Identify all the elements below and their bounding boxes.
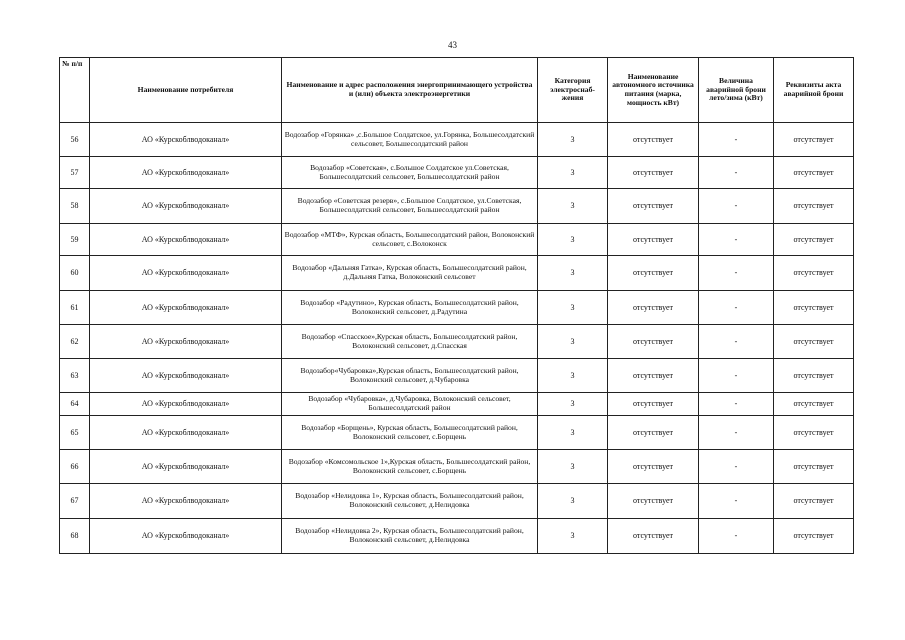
cell-number: 66 <box>60 450 90 484</box>
cell-category: 3 <box>538 189 608 224</box>
cell-act: отсутствует <box>774 359 854 393</box>
cell-reserve: - <box>699 450 774 484</box>
cell-reserve: - <box>699 393 774 416</box>
cell-number: 67 <box>60 484 90 519</box>
cell-act: отсутствует <box>774 416 854 450</box>
cell-consumer: АО «Курскоблводоканал» <box>90 157 282 189</box>
cell-power-source: отсутствует <box>608 450 699 484</box>
cell-reserve: - <box>699 416 774 450</box>
cell-reserve: - <box>699 359 774 393</box>
cell-act: отсутствует <box>774 224 854 256</box>
cell-power-source: отсутствует <box>608 519 699 554</box>
cell-number: 56 <box>60 123 90 157</box>
cell-power-source: отсутствует <box>608 359 699 393</box>
cell-consumer: АО «Курскоблводоканал» <box>90 189 282 224</box>
table-row <box>60 416 854 450</box>
cell-power-source: отсутствует <box>608 484 699 519</box>
cell-address: Водозабор «МТФ», Курская область, Большесолдатский район, Волоконский сельсовет, с.Волоконск <box>282 224 538 256</box>
cell-power-source: отсутствует <box>608 291 699 325</box>
cell-category: 3 <box>538 157 608 189</box>
table-row <box>60 393 854 416</box>
cell-number: 68 <box>60 519 90 554</box>
cell-consumer: АО «Курскоблводоканал» <box>90 291 282 325</box>
cell-consumer: АО «Курскоблводоканал» <box>90 393 282 416</box>
col-header-consumer: Наименование потребителя <box>90 58 282 123</box>
cell-consumer: АО «Курскоблводоканал» <box>90 416 282 450</box>
cell-address: Водозабор «Радутино», Курская область, Большесолдатский район, Волоконский сельсовет, д.Радутина <box>282 291 538 325</box>
table-row <box>60 256 854 291</box>
cell-address: Водозабор «Спасское»,Курская область, Большесолдатский район, Волоконский сельсовет, д.Спасская <box>282 325 538 359</box>
col-header-address: Наименование и адрес расположения энергопринимающего устройства и (или) объекта электроэнергетики <box>282 58 538 123</box>
cell-act: отсутствует <box>774 123 854 157</box>
table-row <box>60 519 854 554</box>
table-header-row <box>60 58 854 123</box>
table-row <box>60 484 854 519</box>
table-row <box>60 157 854 189</box>
table-row <box>60 189 854 224</box>
cell-address: Водозабор «Комсомольское 1»,Курская область, Большесолдатский район, Волоконский сельсовет, с.Борщень <box>282 450 538 484</box>
cell-address: Водозабор «Чубаровка», д.Чубаровка, Волоконский сельсовет, Большесолдатский район <box>282 393 538 416</box>
table-row <box>60 450 854 484</box>
cell-reserve: - <box>699 189 774 224</box>
cell-address: Водозабор «Борщень», Курская область, Большесолдатский район, Волоконский сельсовет, с.Борщень <box>282 416 538 450</box>
cell-number: 63 <box>60 359 90 393</box>
table-row <box>60 325 854 359</box>
cell-reserve: - <box>699 325 774 359</box>
cell-act: отсутствует <box>774 393 854 416</box>
cell-power-source: отсутствует <box>608 189 699 224</box>
cell-category: 3 <box>538 450 608 484</box>
cell-consumer: АО «Курскоблводоканал» <box>90 123 282 157</box>
col-header-category: Категория электроснаб-жения <box>538 58 608 123</box>
cell-power-source: отсутствует <box>608 416 699 450</box>
cell-reserve: - <box>699 291 774 325</box>
cell-address: Водозабор «Нелидовка 1», Курская область, Большесолдатский район, Волоконский сельсовет, д.Нелидовка <box>282 484 538 519</box>
cell-act: отсутствует <box>774 484 854 519</box>
cell-act: отсутствует <box>774 325 854 359</box>
cell-power-source: отсутствует <box>608 325 699 359</box>
cell-consumer: АО «Курскоблводоканал» <box>90 256 282 291</box>
table-row <box>60 359 854 393</box>
cell-category: 3 <box>538 224 608 256</box>
table-row <box>60 291 854 325</box>
cell-category: 3 <box>538 256 608 291</box>
cell-address: Водозабор «Дальняя Гатка», Курская область, Большесолдатский район, д.Дальняя Гатка, Волоконский сельсовет <box>282 256 538 291</box>
cell-number: 60 <box>60 256 90 291</box>
col-header-number: № п/п <box>60 58 90 123</box>
cell-power-source: отсутствует <box>608 123 699 157</box>
cell-act: отсутствует <box>774 291 854 325</box>
cell-category: 3 <box>538 291 608 325</box>
table-row <box>60 123 854 157</box>
cell-consumer: АО «Курскоблводоканал» <box>90 325 282 359</box>
page-number: 43 <box>448 40 457 50</box>
cell-address: Водозабор «Советская резерв», с.Большое Солдатское, ул.Советская, Большесолдатский сельсовет, Большесолдатский район <box>282 189 538 224</box>
cell-category: 3 <box>538 359 608 393</box>
cell-consumer: АО «Курскоблводоканал» <box>90 450 282 484</box>
cell-category: 3 <box>538 123 608 157</box>
cell-reserve: - <box>699 256 774 291</box>
cell-power-source: отсутствует <box>608 157 699 189</box>
col-header-reserve: Величина аварийной брони лето/зима (кВт) <box>699 58 774 123</box>
cell-number: 58 <box>60 189 90 224</box>
cell-number: 62 <box>60 325 90 359</box>
cell-consumer: АО «Курскоблводоканал» <box>90 484 282 519</box>
cell-number: 57 <box>60 157 90 189</box>
cell-reserve: - <box>699 123 774 157</box>
cell-power-source: отсутствует <box>608 256 699 291</box>
table-row <box>60 224 854 256</box>
cell-consumer: АО «Курскоблводоканал» <box>90 224 282 256</box>
cell-category: 3 <box>538 416 608 450</box>
cell-act: отсутствует <box>774 256 854 291</box>
cell-reserve: - <box>699 224 774 256</box>
cell-power-source: отсутствует <box>608 224 699 256</box>
cell-act: отсутствует <box>774 450 854 484</box>
cell-category: 3 <box>538 393 608 416</box>
cell-reserve: - <box>699 157 774 189</box>
col-header-power-source: Наименование автономного источника питания (марка, мощность кВт) <box>608 58 699 123</box>
cell-address: Водозабор «Советская», с.Большое Солдатское ул.Советская, Большесолдатский сельсовет, Большесолдатский район <box>282 157 538 189</box>
cell-act: отсутствует <box>774 519 854 554</box>
cell-number: 65 <box>60 416 90 450</box>
cell-act: отсутствует <box>774 157 854 189</box>
cell-address: Водозабор«Чубаровка»,Курская область, Большесолдатский район, Волоконский сельсовет, д.Чубаровка <box>282 359 538 393</box>
cell-number: 64 <box>60 393 90 416</box>
cell-act: отсутствует <box>774 189 854 224</box>
cell-category: 3 <box>538 325 608 359</box>
cell-reserve: - <box>699 519 774 554</box>
cell-number: 61 <box>60 291 90 325</box>
cell-consumer: АО «Курскоблводоканал» <box>90 359 282 393</box>
col-header-act: Реквизиты акта аварийной брони <box>774 58 854 123</box>
cell-reserve: - <box>699 484 774 519</box>
cell-consumer: АО «Курскоблводоканал» <box>90 519 282 554</box>
cell-address: Водозабор «Горянка» ,с.Большое Солдатское, ул.Горянка, Большесолдатский сельсовет, Большесолдатский район <box>282 123 538 157</box>
cell-address: Водозабор «Нелидовка 2», Курская область, Большесолдатский район, Волоконский сельсовет, д.Нелидовка <box>282 519 538 554</box>
cell-category: 3 <box>538 484 608 519</box>
cell-category: 3 <box>538 519 608 554</box>
cell-power-source: отсутствует <box>608 393 699 416</box>
cell-number: 59 <box>60 224 90 256</box>
reserve-table <box>59 57 854 554</box>
